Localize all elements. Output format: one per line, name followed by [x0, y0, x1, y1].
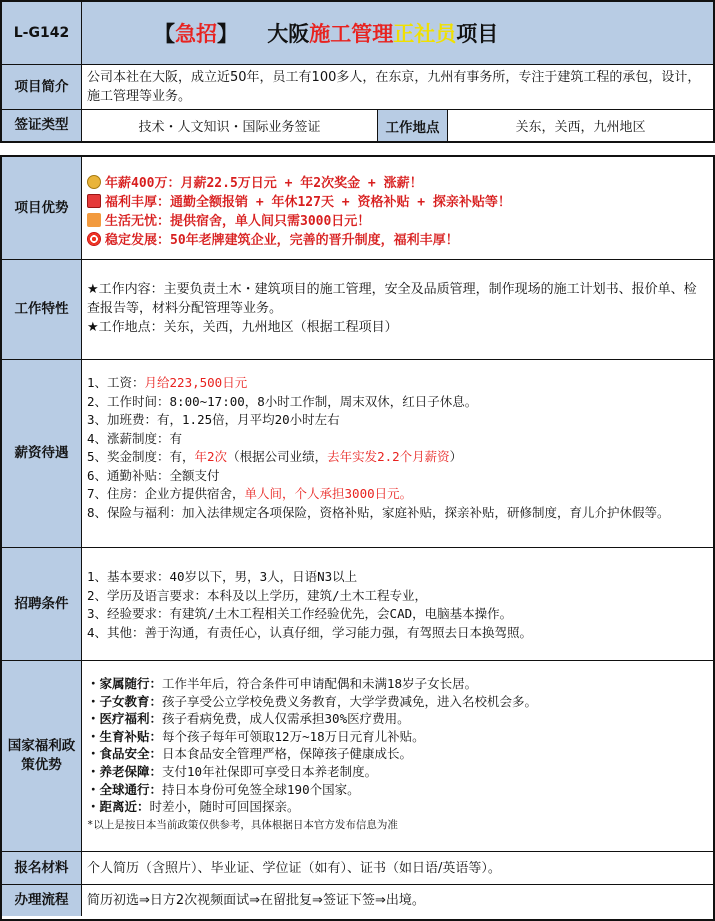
- intro-text: 公司本社在大阪，成立近50年，员工有100多人，在东京，九州有事务所，专注于建筑工程的承包，设计，施工管理等业务。: [87, 70, 701, 104]
- salary-line: 2、工作时间：8:00~17:00，8小时工作制，周末双休，红日子休息。: [87, 393, 478, 409]
- title-part-bracket-open: 【: [154, 21, 175, 46]
- benefit-item: ・生育补贴：每个孩子每年可领取12万~18万日元育儿补贴。: [87, 728, 425, 744]
- requirement-line: 1、基本要求：40岁以下，男，3人，日语N3以上: [87, 569, 358, 584]
- advantages-list: [82, 157, 713, 259]
- intro-row: [2, 65, 713, 110]
- advantage-item: [87, 212, 708, 231]
- process-row: [2, 885, 713, 916]
- requirement-line: 2、学历及语言要求：本科及以上学历，建筑/土木工程专业，: [87, 587, 428, 603]
- advantages-row: [2, 157, 713, 260]
- salary-line: 3、加班费：有，1.25倍，月平均20小时左右: [87, 412, 340, 427]
- money-bag-icon: [87, 175, 101, 189]
- visa-row: [2, 110, 713, 141]
- title-row: [2, 2, 713, 65]
- salary-line: 4、涨薪制度：有: [87, 430, 183, 446]
- work-label: 工作特性: [2, 260, 82, 359]
- requirements-label: 招聘条件: [2, 548, 82, 660]
- benefit-item: ・子女教育：孩子享受公立学校免费义务教育，大学学费减免，进入名校机会多。: [87, 693, 538, 709]
- documents-label: 报名材料: [2, 852, 82, 884]
- requirement-line: 3、经验要求：有建筑/土木工程相关工作经验优先，会CAD，电脑基本操作。: [87, 606, 513, 621]
- requirement-line: 4、其他：善于沟通，有责任心，认真仔细，学习能力强，有驾照去日本换驾照。: [87, 624, 533, 640]
- title-part-project: 项目: [456, 21, 499, 46]
- salary-row: [2, 360, 713, 548]
- salary-line: 6、通勤补贴：全额支付: [87, 467, 220, 483]
- benefit-item: ・家属随行：工作半年后，符合条件可申请配偶和未满18岁子女长居。: [87, 676, 478, 691]
- salary-line: 1、工资：月给223,500日元: [87, 375, 248, 390]
- header-block: [0, 0, 715, 143]
- visa-value: 技术・人文知识・国际业务签证: [82, 110, 378, 141]
- location-value: 关东，关西，九州地区: [515, 120, 646, 135]
- benefit-item: ・医疗福利：孩子看病免费，成人仅需承担30%医疗费用。: [87, 711, 410, 727]
- salary-label: 薪资待遇: [2, 360, 82, 547]
- policy-note: *以上是按日本当前政策仅供参考，具体根据日本官方发布信息为准: [87, 818, 398, 831]
- national-benefits-label: 国家福利政策优势: [2, 661, 82, 851]
- job-code: L-G142: [2, 2, 82, 64]
- national-benefits-row: [2, 661, 713, 852]
- salary-line: 5、奖金制度：有，年2次（根据公司业绩，去年实发2.2个月薪资）: [87, 449, 463, 464]
- national-benefits-content: [82, 661, 713, 851]
- requirements-row: [2, 548, 713, 661]
- target-icon: [87, 232, 101, 246]
- location-label: 工作地点: [378, 110, 448, 141]
- work-duties: ★工作内容：主要负责土木・建筑项目的施工管理，安全及品质管理，制作现场的施工计划书、报价单、检查报告等，材料分配管理等业务。: [87, 282, 697, 316]
- advantages-label: 项目优势: [2, 157, 82, 259]
- title-part-osaka: 】 大阪: [217, 21, 310, 46]
- advantage-item: [87, 193, 708, 212]
- benefit-item: ・食品安全：日本食品安全管理严格，保障孩子健康成长。: [87, 746, 413, 762]
- documents-row: [2, 852, 713, 885]
- intro-label: 项目简介: [2, 65, 82, 109]
- title-part-urgent: 急招: [175, 21, 217, 46]
- advantage-text: 福利丰厚：通勤全额报销 + 年休127天 + 资格补贴 + 探亲补贴等！: [105, 195, 511, 210]
- house-icon: [87, 213, 101, 227]
- salary-line: 7、住房：企业方提供宿舍，单人间，个人承担3000日元。: [87, 486, 413, 501]
- title-part-construction: 施工管理: [309, 21, 394, 46]
- documents-text: 个人简历（含照片）、毕业证、学位证（如有）、证书（如日语/英语等）。: [87, 860, 501, 876]
- process-label: 办理流程: [2, 885, 82, 916]
- work-content: [82, 260, 713, 359]
- advantage-text: 生活无忧：提供宿舍，单人间只需3000日元！: [105, 214, 371, 229]
- advantage-text: 稳定发展：50年老牌建筑企业，完善的晋升制度，福利丰厚！: [105, 233, 459, 248]
- title-part-fulltime: 正社员: [393, 21, 457, 46]
- benefit-item: ・全球通行：持日本身份可免签全球190个国家。: [87, 781, 360, 797]
- advantage-text: 年薪400万：月薪22.5万日元 + 年2次奖金 + 涨薪！: [105, 176, 423, 191]
- benefit-item: ・养老保障：支付10年社保即可享受日本养老制度。: [87, 763, 378, 779]
- visa-label: 签证类型: [2, 110, 82, 141]
- page-title: [82, 2, 713, 64]
- benefit-item: ・距离近：时差小，随时可回国探亲。: [87, 799, 300, 815]
- salary-content: [82, 360, 713, 547]
- details-block: [0, 155, 715, 921]
- work-row: [2, 260, 713, 360]
- salary-line: 8、保险与福利：加入法律规定各项保险，资格补贴，家庭补贴，探亲补贴，研修制度，育儿介护休假等。: [87, 504, 670, 520]
- gift-icon: [87, 194, 101, 208]
- work-location: ★工作地点：关东，关西，九州地区（根据工程项目）: [87, 320, 398, 335]
- advantage-item: [87, 174, 708, 193]
- requirements-content: [82, 548, 713, 660]
- process-text: 简历初选⇒日方2次视频面试⇒在留批复⇒签证下签⇒出境。: [87, 893, 425, 908]
- advantage-item: [87, 231, 708, 250]
